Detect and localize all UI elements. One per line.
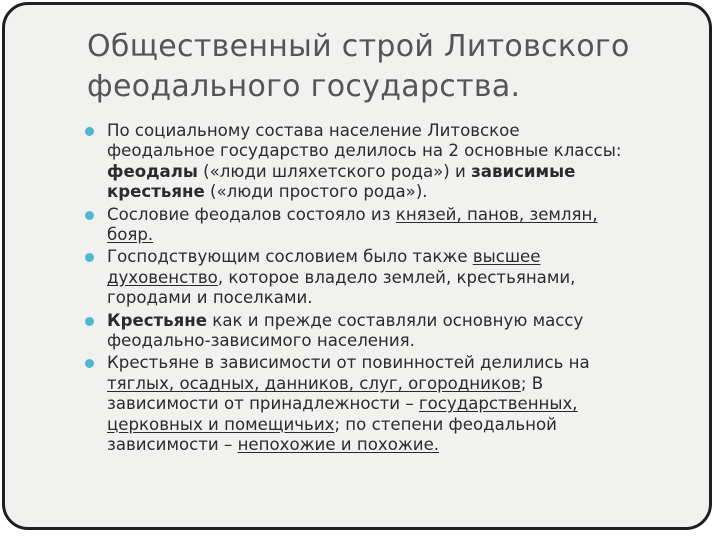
bullet-text-line: [107, 205, 685, 225]
slide-frame: [2, 2, 712, 530]
underlined-term: церковных и помещичьих: [107, 414, 335, 434]
bullet-text-line: По социальному состава население Литовское: [107, 121, 520, 140]
bullet-text-line: [107, 162, 685, 182]
bullet-text-line: Крестьяне в зависимости от повинностей делились на: [107, 353, 590, 373]
term-peasants: крестьяне: [107, 182, 205, 202]
bullet-text-line: [107, 374, 685, 394]
bullet-item-social-classes: [85, 121, 685, 203]
bullet-list: [85, 121, 685, 458]
bullet-text-segment: ; В: [520, 373, 544, 393]
bullet-text-segment: , которое владело землей, крестьянами,: [217, 267, 576, 287]
bullet-dot-icon: [85, 211, 94, 220]
slide-title: [87, 27, 687, 107]
bullet-text-line: феодальное государство делилось на 2 основные классы:: [107, 141, 622, 161]
underlined-term: духовенство: [107, 267, 218, 287]
bullet-item-clergy: [85, 247, 685, 308]
term-dependent: зависимые: [471, 161, 576, 181]
bullet-item-peasant-categories: [85, 353, 685, 455]
bullet-text-line: [107, 247, 685, 267]
underlined-term: князей, панов, землян,: [395, 204, 598, 224]
slide-title-line-1: Общественный строй Литовского: [87, 29, 630, 64]
bullet-item-peasants-mass: [85, 311, 685, 352]
bullet-dot-icon: [85, 127, 94, 136]
bullet-text-segment: Господствующим сословием было также: [107, 247, 473, 267]
underlined-term: государственных,: [418, 394, 578, 414]
bullet-text-line: [107, 435, 685, 455]
bullet-dot-icon: [85, 253, 94, 262]
bullet-text-line: [107, 311, 685, 331]
bullet-text-line: феодально-зависимого населения.: [107, 331, 415, 351]
bullet-text-line: [107, 415, 685, 435]
bullet-item-feudal-estate: [85, 205, 685, 246]
bullet-text-segment: зависимости от принадлежности –: [107, 394, 419, 414]
bullet-dot-icon: [85, 359, 94, 368]
bullet-text-line: [107, 394, 685, 414]
underlined-term: непохожие и похожие.: [237, 435, 440, 455]
bullet-text-segment: ; по степени феодальной: [334, 414, 557, 434]
underlined-term: тяглых, осадных, данников, слуг, огородников: [107, 373, 521, 393]
term-feudals: феодалы: [107, 161, 198, 181]
term-peasants: Крестьяне: [107, 310, 208, 330]
bullet-text-segment: зависимости –: [107, 435, 238, 455]
bullet-text-segment: Сословие феодалов состояло из: [107, 204, 396, 224]
bullet-text-segment: («люди простого рода»).: [204, 182, 428, 202]
underlined-term: высшее: [472, 247, 541, 267]
bullet-text-line: [107, 225, 685, 245]
bullet-text-segment: («люди шляхетского рода») и: [197, 161, 472, 181]
bullet-dot-icon: [85, 317, 94, 326]
underlined-term: бояр.: [107, 225, 154, 245]
slide-title-line-2: феодального государства.: [87, 69, 521, 104]
bullet-text-line: [107, 182, 685, 202]
bullet-text-line: городами и поселками.: [107, 288, 313, 308]
bullet-text-line: [107, 268, 685, 288]
bullet-text-segment: как и прежде составляли основную массу: [207, 310, 584, 330]
